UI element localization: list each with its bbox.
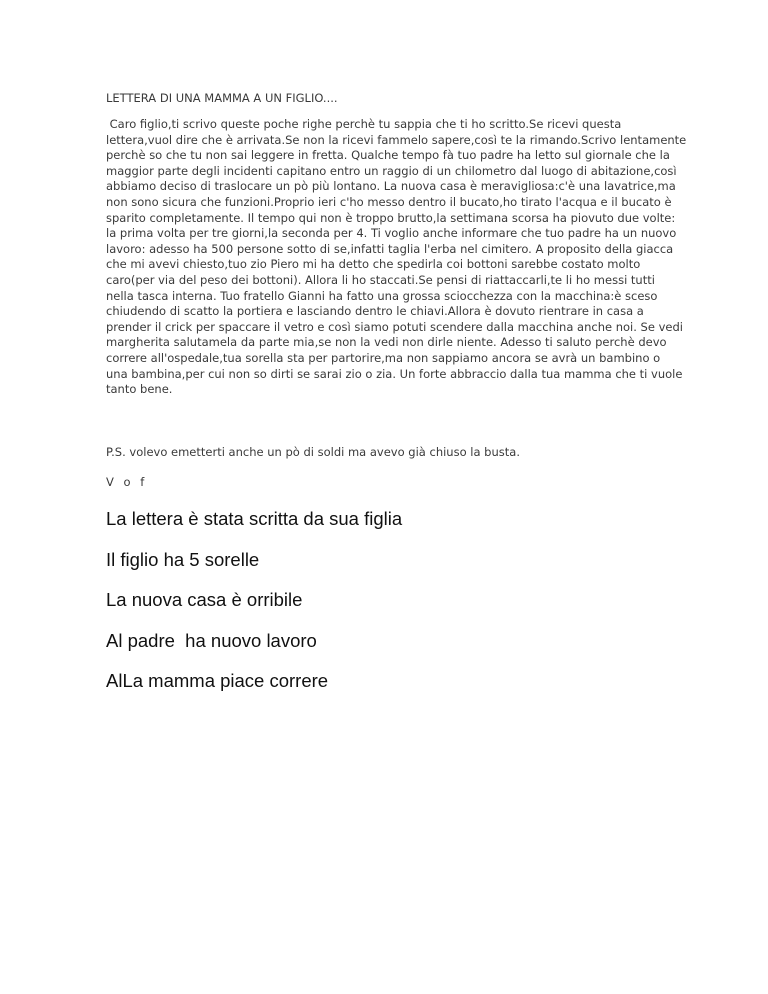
letter-line: prender il crick per spaccare il vetro e così siamo potuti scendere dalla macchina anche noi. Se vedi	[106, 319, 683, 334]
letter-line: maggior parte degli incidenti capitano entro un raggio di un chilometro dal luogo di abitazione,così	[106, 163, 677, 178]
letter-line: che mi avevi chiesto,tuo zio Piero mi ha detto che spedirla coi bottoni sarebbe costato molto	[106, 257, 641, 272]
letter-line: margherita salutamela da parte mia,se non la vedi non dirle niente. Adesso ti saluto perchè devo	[106, 335, 667, 350]
statement-item: AlLa mamma piace correre	[106, 670, 329, 691]
letter-line: una bambina,per cui non so dirti se sarai zio o zia. Un forte abbraccio dalla tua mamma che ti vuole	[106, 366, 683, 381]
letter-line: abbiamo deciso di traslocare un pò più lontano. La nuova casa è meravigliosa:c'è una lavatrice,ma	[106, 179, 676, 194]
letter-line: nella tasca interna. Tuo fratello Gianni ha fatto una grossa sciocchezza con la macchina:è sceso	[106, 288, 658, 303]
postscript: P.S. volevo emetterti anche un pò di soldi ma avevo già chiuso la busta.	[106, 445, 520, 459]
letter-line: sparito completamente. Il tempo qui non è troppo brutto,la settimana scorsa ha piovuto due volte:	[106, 210, 676, 225]
statement-item: Al padre ha nuovo lavoro	[106, 629, 317, 651]
letter-line: Caro figlio,ti scrivo queste poche righe perchè tu sappia che ti ho scritto.Se ricevi questa	[106, 117, 622, 131]
letter-line: non sono sicura che funzioni.Proprio ieri c'ho messo dentro il bucato,ho tirato l'acqua e il bucato è	[106, 194, 672, 209]
letter-line: la prima volta per tre giorni,la seconda per 4. Ti voglio anche informare che tuo padre ha un nuovo	[106, 226, 677, 241]
true-false-label: V o f	[106, 475, 148, 489]
statement-list	[106, 505, 666, 708]
letter-line: lettera,vuol dire che è arrivata.Se non la ricevi fammelo sapere,così te la rimando.Scrivo lentamente	[106, 132, 687, 147]
statement-item: La nuova casa è orribile	[106, 589, 303, 610]
letter-line: chiudendo di scatto la portiera e lasciando dentro le chiavi.Allora è dovuto rientrare in casa a	[106, 304, 644, 319]
letter-line: perchè so che tu non sai leggere in fretta. Qualche tempo fà tuo padre ha letto sul giornale che la	[106, 148, 670, 163]
letter-body	[106, 117, 687, 398]
letter-line: tanto bene.	[106, 382, 173, 397]
statement-item: La lettera è stata scritta da sua figlia	[106, 508, 403, 529]
letter-line: caro(per via del peso dei bottoni). Allora li ho staccati.Se pensi di riattaccarli,te li ho messi tutti	[106, 272, 655, 287]
letter-line: correre all'ospedale,tua sorella sta per partorire,ma non sappiamo ancora se avrà un bambino o	[106, 350, 661, 365]
letter-line: lavoro: adesso ha 500 persone sotto di se,infatti taglia l'erba nel cimitero. A proposito della giacca	[106, 241, 674, 256]
statement-item: Il figlio ha 5 sorelle	[106, 548, 260, 570]
letter-title: LETTERA DI UNA MAMMA A UN FIGLIO....	[106, 91, 338, 105]
